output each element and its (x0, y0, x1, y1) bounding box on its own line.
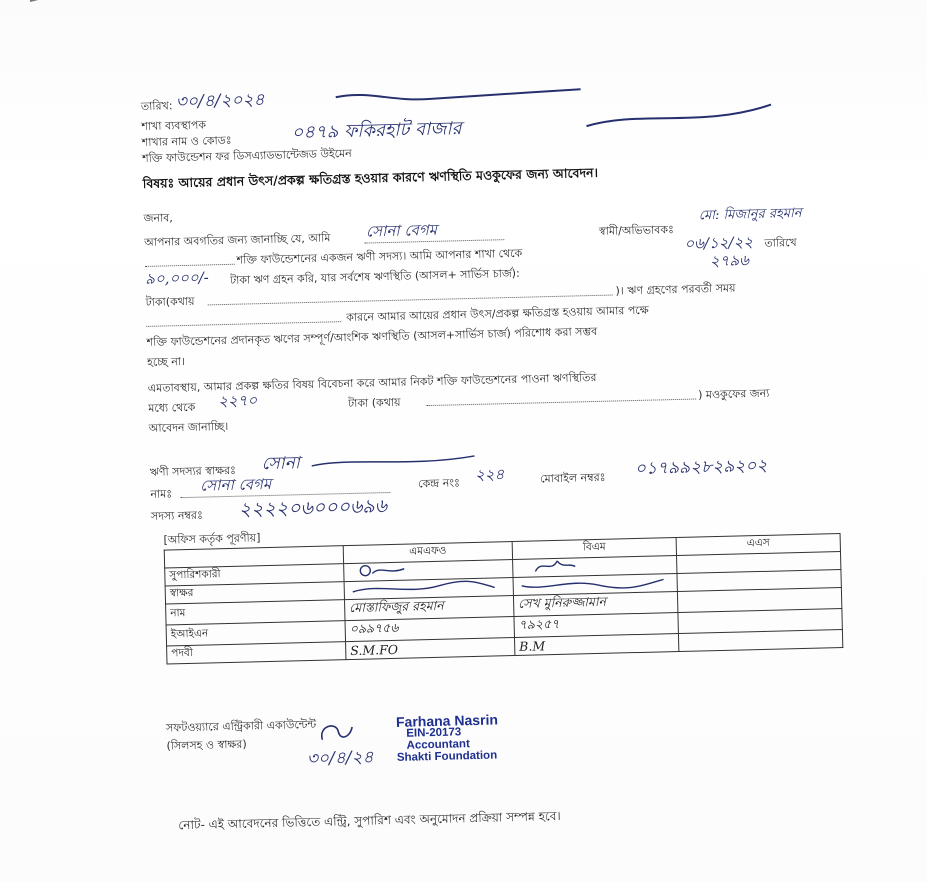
mfo-signature-mark (349, 578, 499, 596)
stamp-name: Farhana Nasrin (395, 711, 499, 730)
row-label-recommender: সুপারিশকারী (165, 564, 344, 586)
mobile-value-hw: ০১৭৯৯২৮২৯২০২ (634, 455, 768, 480)
para2-line-2a: মধ্যে থেকে (148, 400, 196, 415)
center-value-hw: ২২৪ (474, 465, 505, 484)
office-title: [অফিস কর্তৃক পূরণীয়] (163, 531, 261, 547)
mfo-name-cell: মোস্তাফিজুর রহমান (345, 596, 514, 621)
body-line-1b: স্বামী/অভিভাবকঃ (598, 223, 675, 238)
accountant-stamp (396, 713, 499, 763)
subject-line: বিষয়ঃ আয়ের প্রধান উৎস/প্রকল্প ক্ষতিগ্রস্ত হওয়ার কারণে ঋণস্থিতি মওকুফের জন্য আবেদন। (142, 164, 599, 191)
row-label-ein: ইআইএন (166, 621, 345, 646)
accountant-line-1: সফটওয়্যারে এন্ট্রিকারী একাউন্টেন্ট (165, 717, 317, 735)
body-line-4b: )। ঋণ গ্রহণের পরবর্তী সময় (615, 281, 736, 298)
balance-hw: ২৭৯৬ (709, 251, 750, 271)
member-id-hw: ২২২২০৬০০০৬৯৬ (238, 495, 388, 521)
application-form (140, 53, 859, 870)
body-line-1a: আপনার অবগতির জন্য জানাচ্ছি যে, আমি (144, 231, 331, 249)
para2-line-2c: ) মওকুফের জন্য (697, 386, 770, 402)
accountant-signature-mark (316, 719, 357, 748)
office-col-as: এএস (676, 534, 840, 556)
member-name-label: নামঃ (150, 487, 173, 501)
office-col-bm: বিএম (512, 538, 676, 560)
member-signature: সোনা (261, 453, 301, 475)
waiver-amount-hw: ২২৭০ (217, 391, 258, 411)
body-line-2a: শক্তি ফাউন্ডেশনের একজন ঋণী সদস্য। আমি আপনার শাখা থেকে (236, 246, 523, 267)
as-designation-cell (678, 630, 842, 652)
accountant-sign-date: ৩০/৪/২৪ (306, 747, 374, 770)
member-id-label: সদস্য নম্বরঃ (150, 508, 204, 523)
mobile-label: মোবাইল নম্বরঃ (539, 470, 606, 486)
mfo-initial-mark (348, 563, 408, 578)
body-line-6: শক্তি ফাউন্ডেশনের প্রদানকৃত ঋণের সম্পূর্ণ/আংশিক ঋণস্থিতি (আসল+সার্ভিস চার্জ) পরিশোধ করা সম্ভব (146, 324, 598, 349)
guardian-name-hw: মো: মিজানুর রহমান (698, 205, 802, 224)
applicant-name-hw: সোনা বেগম (365, 220, 438, 241)
bm-name-cell: সেখ মুনিরুজ্জামান (513, 592, 677, 617)
stamp-org: Shakti Foundation (396, 749, 498, 764)
loan-amount-hw: ৯০,০০০/- (144, 268, 209, 288)
body-line-2b: তারিখে (764, 236, 797, 250)
para2-line-3: আবেদন জানাচ্ছি। (148, 419, 229, 435)
bm-signature-mark (518, 574, 668, 592)
org-line: শক্তি ফাউন্ডেশন ফর ডিসএ্যাডভান্টেজড উইমেন (142, 146, 352, 165)
body-line-3a: টাকা ঋণ গ্রহন করি, যার সর্বশেষ ঋণস্থিতি (আসল+ সার্ভিস চার্জ): (230, 266, 520, 287)
para2-line-2b: টাকা (কথায় (348, 395, 401, 411)
footer-note: নোট- এই আবেদনের ভিত্তিতে এন্ট্রি, সুপারিশ এবং অনুমোদন প্রক্রিয়া সম্পন্ন হবে। (178, 808, 561, 833)
member-sign-label: ঋণী সদস্যর স্বাক্ষরঃ (149, 463, 237, 479)
stamp-title: Accountant (406, 738, 470, 752)
bm-ein-cell: ৭৯২৫৭ (514, 613, 678, 638)
loan-date-hw: ০৬/১২/২২ (684, 233, 754, 253)
body-line-5: কারনে আমার আয়ের প্রধান উৎস/প্রকল্প ক্ষতিগ্রস্ত হওয়ায় আমার পক্ষে (345, 303, 649, 325)
member-sign-stroke (309, 450, 479, 474)
bm-initial-mark (517, 558, 577, 573)
branch-value: ০৪৭৯ ফকিরহাট বাজার (291, 118, 462, 144)
branch-flourish (581, 96, 782, 141)
body-line-4a: টাকা(কথায় (145, 294, 195, 309)
member-name-hw: সোনা বেগম (199, 474, 272, 495)
reason-dots (146, 321, 341, 327)
branch-label: শাখার নাম ও কোডঃ (141, 133, 232, 149)
waiver-inwords-dots (426, 399, 696, 407)
row-label-name: নাম (166, 600, 345, 625)
accountant-line-2: (সিলসহ ও স্বাক্ষর) (166, 737, 247, 753)
para2-line-1: এমতাবস্থায়, আমার প্রকল্প ক্ষতির বিষয় বিবেচনা করে আমার নিকট শক্তি ফাউন্ডেশনের পাওনা ঋণস্থিতির (147, 370, 597, 395)
office-table (164, 533, 844, 665)
center-label: কেন্দ্র নংঃ (418, 476, 461, 491)
mfo-ein-cell: ০৯৯৭৫৬ (345, 617, 514, 642)
salutation: জনাব, (143, 211, 173, 225)
bm-designation-cell: B.M (514, 634, 678, 656)
mfo-designation-cell: S.M.FO (346, 638, 515, 660)
date-flourish (330, 77, 591, 113)
body-line-7: হচ্ছে না। (146, 354, 186, 369)
date-label: তারিখ: (140, 99, 173, 113)
row-label-designation: পদবী (167, 642, 346, 664)
scan-edge-mark (30, 0, 79, 2)
manager-label: শাখা ব্যবস্থাপক (141, 118, 207, 133)
stamp-ein: EIN-20173 (406, 726, 462, 740)
row-label-signature: স্বাক্ষর (165, 582, 344, 604)
date-value: ৩০/৪/২০২৪ (175, 89, 265, 113)
office-col-mfo: এমএফও (343, 542, 512, 564)
